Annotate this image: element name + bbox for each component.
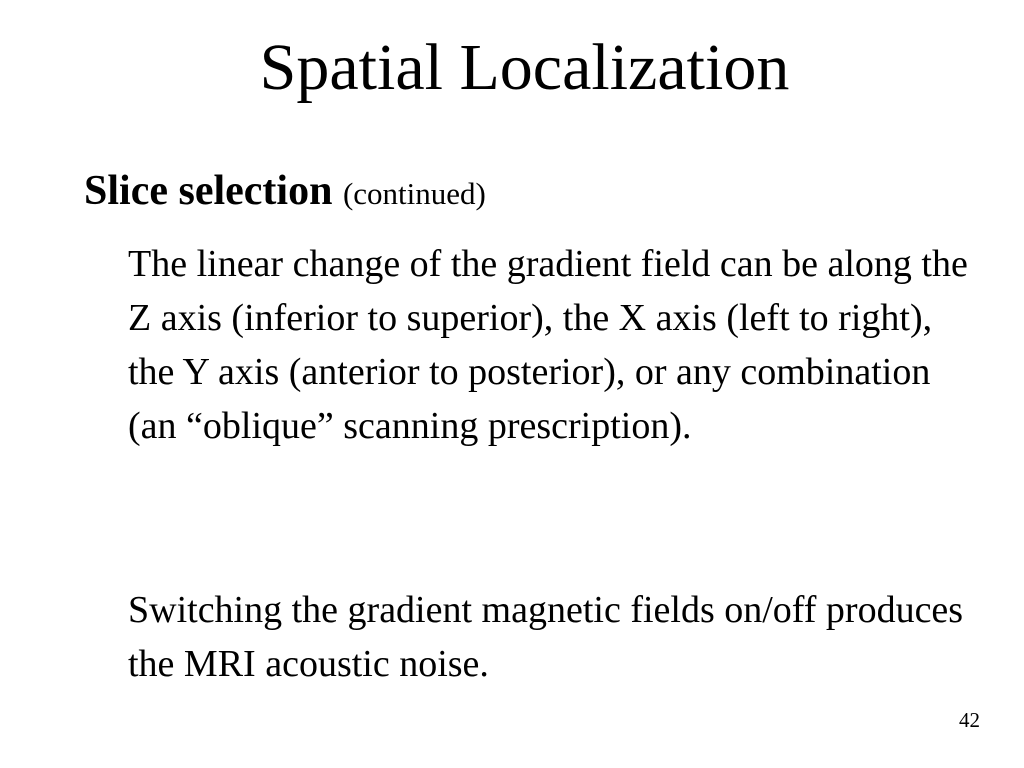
section-heading-main: Slice selection [84, 168, 333, 214]
slide-number: 42 [959, 708, 980, 732]
paragraph-gradient-axes: The linear change of the gradient field can be along the Z axis (inferior to superior), the X axis (left to right), the Y axis (anterior to posterior), or any combination (an “oblique” scanning prescription). [128, 243, 968, 447]
paragraph-acoustic-noise: Switching the gradient magnetic fields on/off produces the MRI acoustic noise. [128, 589, 964, 685]
slide-title: Spatial Localization [259, 31, 790, 104]
section-heading [84, 163, 486, 222]
section-heading-sub: (continued) [342, 176, 486, 211]
